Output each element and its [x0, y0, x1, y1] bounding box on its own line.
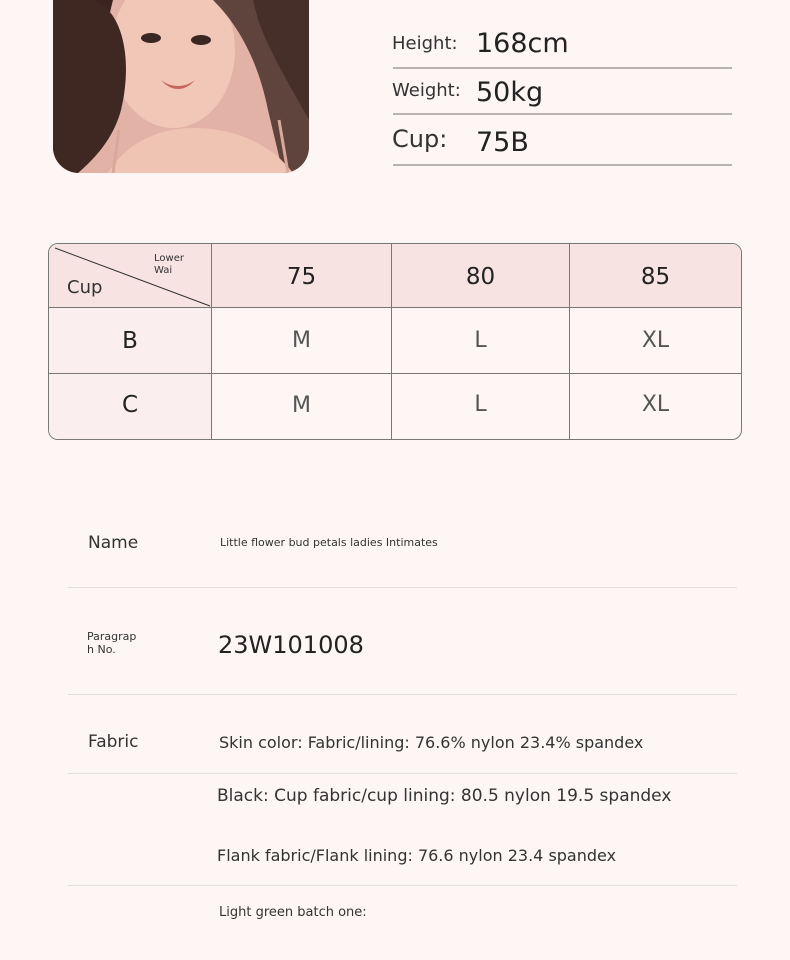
model-photo [53, 0, 309, 173]
row-header-c: C [121, 392, 139, 418]
cup-divider [393, 164, 732, 166]
column-header-85: 85 [640, 264, 671, 290]
size-cell: L [474, 328, 487, 353]
name-value: Little flower bud petals ladies Intimates [220, 536, 438, 549]
weight-value: 50kg [476, 77, 544, 108]
column-header-80: 80 [465, 264, 496, 290]
fabric-black: Black: Cup fabric/cup lining: 80.5 nylon 19.5 spandex [217, 786, 672, 806]
size-table [48, 243, 742, 440]
corner-header-lower-waist: Lower Wai [154, 253, 184, 276]
fabric-label: Fabric [88, 732, 139, 752]
fabric-flank: Flank fabric/Flank lining: 76.6 nylon 23.4 spandex [217, 846, 617, 865]
name-label: Name [88, 533, 139, 553]
fabric-light-green: Light green batch one: [219, 905, 367, 920]
size-cell: XL [641, 392, 670, 417]
height-divider [393, 67, 732, 69]
size-cell: L [474, 392, 487, 417]
cup-value: 75B [476, 127, 529, 158]
corner-diagonal [49, 244, 212, 308]
size-cell: M [292, 393, 311, 418]
column-header-75: 75 [286, 264, 317, 290]
size-cell: M [292, 328, 311, 353]
height-label: Height: [392, 33, 458, 54]
table-row-divider [49, 307, 741, 308]
weight-label: Weight: [392, 80, 461, 101]
height-value: 168cm [476, 28, 569, 59]
info-divider [68, 885, 737, 886]
paragraph-value: 23W101008 [218, 631, 364, 659]
paragraph-label: Paragrap h No. [87, 630, 137, 656]
corner-header-cup: Cup [67, 277, 103, 298]
fabric-skin-color: Skin color: Fabric/lining: 76.6% nylon 23.4% spandex [219, 733, 644, 752]
info-divider [68, 694, 737, 695]
row-header-b: B [122, 328, 138, 354]
info-divider [68, 587, 737, 588]
size-cell: XL [641, 328, 670, 353]
weight-divider [393, 113, 732, 115]
table-row-divider [49, 373, 741, 374]
cup-label: Cup: [392, 125, 448, 153]
info-divider [68, 773, 737, 774]
